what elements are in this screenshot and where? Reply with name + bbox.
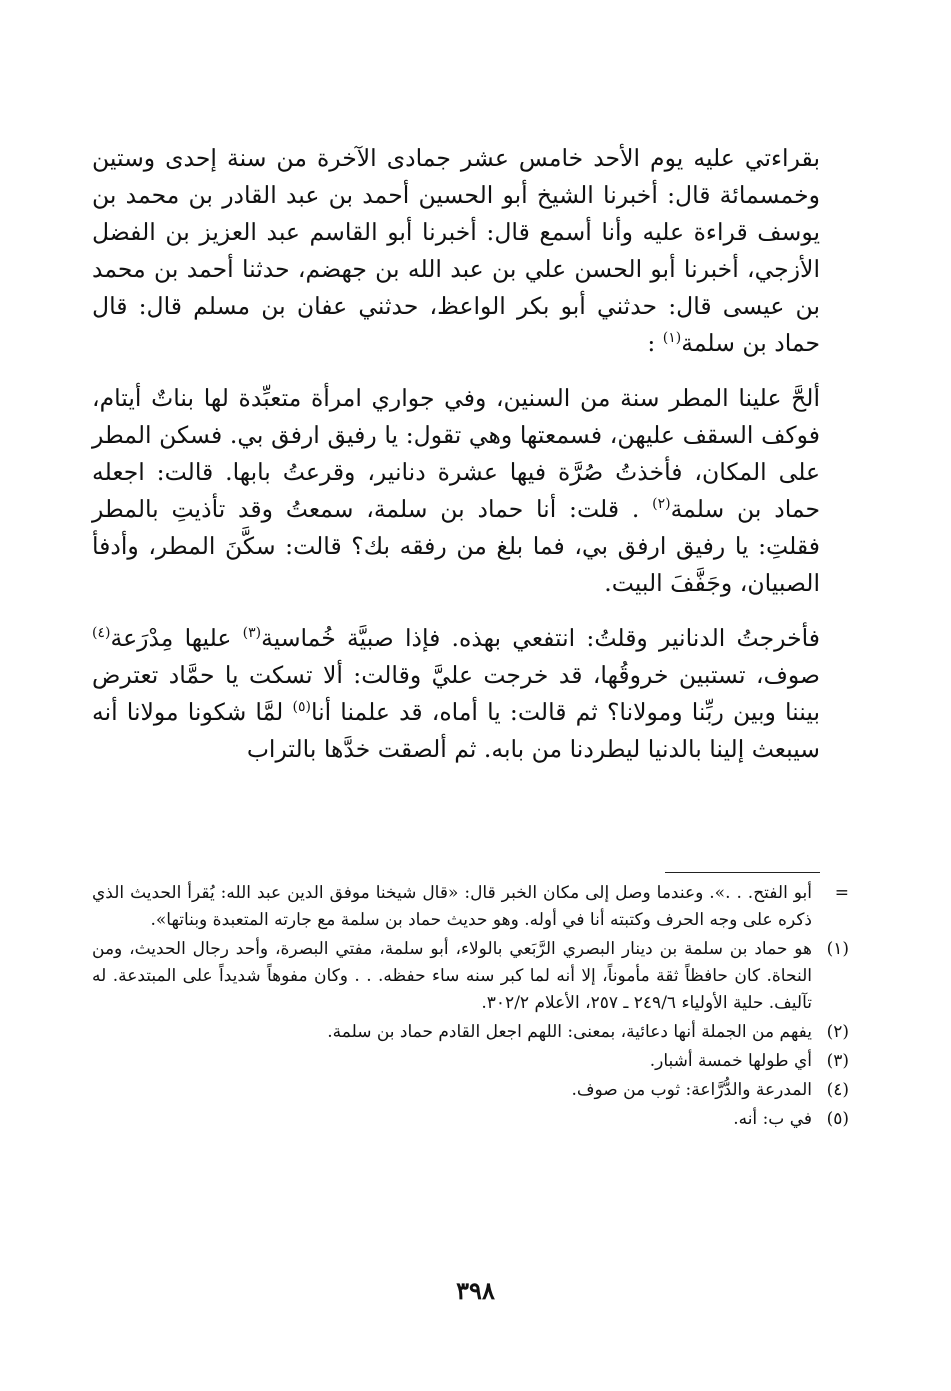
footnote-ref-2: (٢)	[652, 496, 671, 513]
footnote-ref-3: (٣)	[242, 625, 262, 642]
paragraph-1-tail: :	[647, 329, 663, 357]
footnote-separator	[665, 872, 820, 873]
footnote-mark: (٢)	[826, 1022, 849, 1042]
paragraph-3-text: فأخرجتُ الدنانير وقلتُ: انتفعي بهذه. فإذا صبيَّة خُماسية	[261, 624, 821, 652]
footnote-mark: =	[834, 883, 849, 903]
paragraph-3-part-3: صوف، تستبين خروقُها، قد خرجت عليَّ وقالت: ألا تسكت يا حمَّاد تعترض بيننا وبين ربِّنا ومولانا؟ ثم قالت: يا أماه، قد علمنا أنا	[92, 661, 820, 726]
footnote-text: يفهم من الجملة أنها دعائية، بمعنى: اللهم اجعل القادم حماد بن سلمة.	[327, 1022, 812, 1042]
footnote-ref-1: (١)	[662, 330, 682, 347]
paragraph-3-part-2: عليها مِدْرَعة	[110, 624, 243, 652]
footnote-3	[92, 1048, 849, 1075]
footnote-text: هو حماد بن سلمة بن دينار البصري الرَّبَعي بالولاء، أبو سلمة، مفتي البصرة، وأحد رجال الحديث، ومن النحاة. كان حافظاً ثقة مأموناً، إلا أنه لما كبر سنه ساء حفظه. . . وكان مفوهاً شديداً على المبتدعة. له تآليف. حلية الأولياء ٢٤٩/٦ ـ ٢٥٧، الأعلام ٣٠٢/٢.	[92, 939, 812, 1013]
paragraph-3	[92, 620, 820, 768]
footnote-mark: (٥)	[826, 1109, 849, 1129]
page-number: ٣٩٨	[456, 1276, 495, 1305]
paragraph-1	[92, 140, 820, 362]
footnote-5	[92, 1106, 849, 1133]
footnote-ref-4: (٤)	[92, 625, 111, 642]
main-text	[92, 140, 820, 768]
footnote-text: المدرعة والدُّرَّاعة: ثوب من صوف.	[571, 1080, 812, 1100]
paragraph-2-tail: . قلت: أنا حماد بن سلمة، سمعتُ وقد تأذيتِ بالمطر فقلتِ: يا رفيق ارفق بي، فما بلغ من رفقه بك؟ قالت: سكَّنَ المطر، وأدفأ الصبيان، وجَفَّفَ البيت.	[92, 495, 820, 597]
footnote-text: أبو الفتح. . .». وعندما وصل إلى مكان الخبر قال: «قال شيخنا موفق الدين عبد الله: يُقرأ الحديث الذي ذكره على وجه الحرف وكتبته أنا في أوله. وهو حديث حماد بن سلمة مع جارته المتعبدة وبناتها».	[92, 883, 812, 930]
paragraph-3-part-4: لمَّا شكونا مولانا أنه سيبعث إلينا بالدنيا ليطردنا من بابه. ثم ألصقت خدَّها بالتراب	[92, 698, 820, 763]
footnote-ref-5: (٥)	[292, 699, 311, 716]
footnote-mark: (١)	[826, 939, 849, 959]
footnote-1	[92, 936, 849, 1017]
paragraph-1-text: بقراءتي عليه يوم الأحد خامس عشر جمادى الآخرة من سنة إحدى وستين وخمسمائة قال: أخبرنا الشيخ أبو الحسين أحمد بن عبد القادر بن محمد بن يوسف قراءة عليه وأنا أسمع قال: أخبرنا أبو القاسم عبد العزيز بن الفضل الأزجي، أخبرنا أبو الحسن علي بن عبد الله بن جهضم، حدثنا أحمد بن محمد بن عيسى قال: حدثني أبو بكر الواعظ، حدثني عفان بن مسلم قال: قال حماد بن سلمة	[92, 144, 820, 357]
footnote-mark: (٤)	[826, 1080, 849, 1100]
footnote-continued	[92, 880, 849, 934]
footnote-mark: (٣)	[826, 1051, 849, 1071]
paragraph-2	[92, 380, 820, 602]
footnote-4	[92, 1077, 849, 1104]
footnotes	[92, 880, 849, 1133]
paragraph-2-text: ألحَّ علينا المطر سنة من السنين، وفي جواري امرأة متعبِّدة لها بناتٌ أيتام، فوكف السقف عليهن، فسمعتها وهي تقول: يا رفيق ارفق بي. فسكن المطر على المكان، فأخذتُ صُرَّة فيها عشرة دنانير، وقرعتُ بابها. قالت: اجعله حماد بن سلمة	[92, 384, 820, 523]
footnote-text: في ب: أنه.	[733, 1109, 812, 1129]
footnote-text: أي طولها خمسة أشبار.	[649, 1051, 812, 1071]
footnote-2	[92, 1019, 849, 1046]
